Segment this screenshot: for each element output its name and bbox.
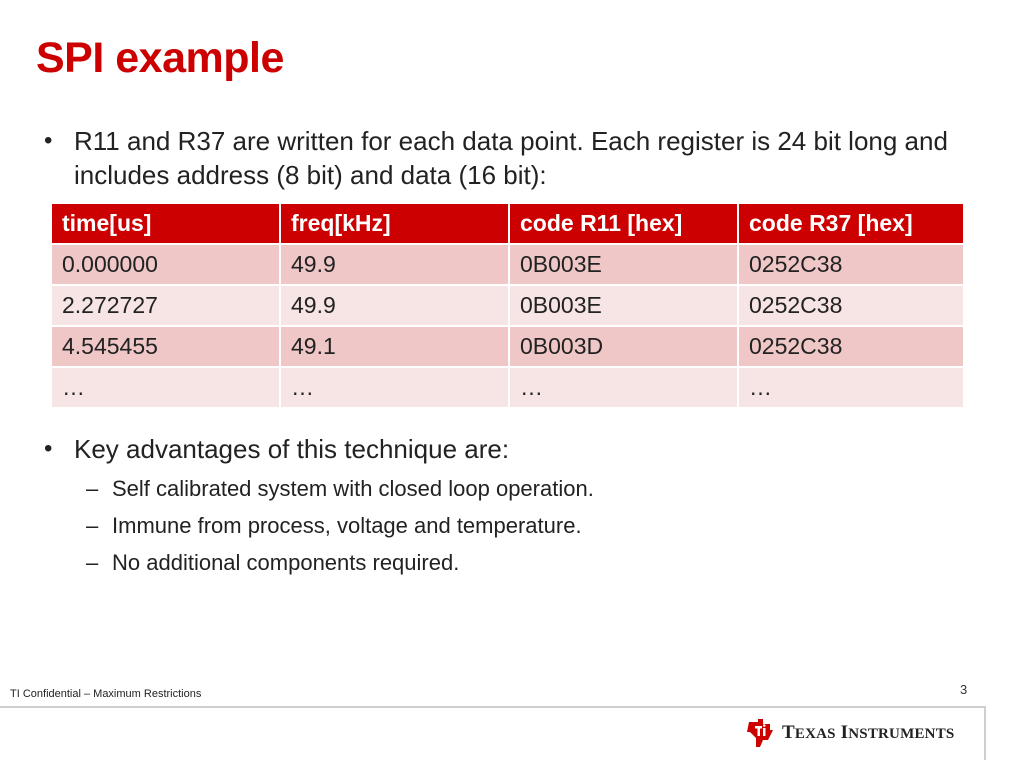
table-cell: 4.545455 [52, 327, 281, 368]
header-code-r37: code R37 [hex] [739, 204, 963, 245]
confidential-notice: TI Confidential – Maximum Restrictions [10, 688, 202, 700]
bullet-text: Key advantages of this technique are: [74, 434, 510, 464]
table-cell: 2.272727 [52, 286, 281, 327]
table-cell: 0252C38 [739, 245, 963, 286]
table-cell: 0B003D [510, 327, 739, 368]
sub-bullet-text: No additional components required. [112, 550, 460, 575]
table-cell: … [510, 368, 739, 409]
table-header-row [52, 204, 963, 245]
table-cell: … [52, 368, 281, 409]
spi-data-table [52, 204, 963, 409]
table-cell: 0B003E [510, 245, 739, 286]
table-cell: 0B003E [510, 286, 739, 327]
sub-bullet [86, 507, 594, 544]
dash-marker: – [86, 513, 99, 538]
texas-instruments-logo [746, 718, 954, 748]
table-row [52, 286, 963, 327]
table-cell: 49.1 [281, 327, 510, 368]
page-number: 3 [960, 682, 968, 697]
sub-bullet-list [86, 470, 594, 581]
sub-bullet [86, 470, 594, 507]
bullet-key-advantages [44, 432, 944, 466]
ti-logo-icon [746, 718, 774, 748]
table-cell: … [281, 368, 510, 409]
table-row [52, 368, 963, 409]
dash-marker: – [86, 550, 99, 575]
table-cell: 0.000000 [52, 245, 281, 286]
sub-bullet-text: Immune from process, voltage and temperature. [112, 513, 582, 538]
bullet-dot: • [44, 127, 53, 154]
table-cell: 49.9 [281, 286, 510, 327]
bullet-register-info [44, 124, 984, 192]
table-cell: 49.9 [281, 245, 510, 286]
sub-bullet [86, 544, 594, 581]
bullet-text: R11 and R37 are written for each data point. Each register is 24 bit long and includes address (8 bit) and data (16 bit): [74, 126, 948, 190]
sub-bullet-text: Self calibrated system with closed loop operation. [112, 476, 594, 501]
header-time: time[us] [52, 204, 281, 245]
header-code-r11: code R11 [hex] [510, 204, 739, 245]
header-freq: freq[kHz] [281, 204, 510, 245]
bullet-dot: • [44, 435, 53, 462]
table-cell: 0252C38 [739, 286, 963, 327]
table-cell: … [739, 368, 963, 409]
logo-wordmark: TEXAS INSTRUMENTS [782, 722, 955, 743]
table-cell: 0252C38 [739, 327, 963, 368]
table-row [52, 245, 963, 286]
table-row [52, 327, 963, 368]
slide-title: SPI example [36, 34, 284, 82]
dash-marker: – [86, 476, 99, 501]
